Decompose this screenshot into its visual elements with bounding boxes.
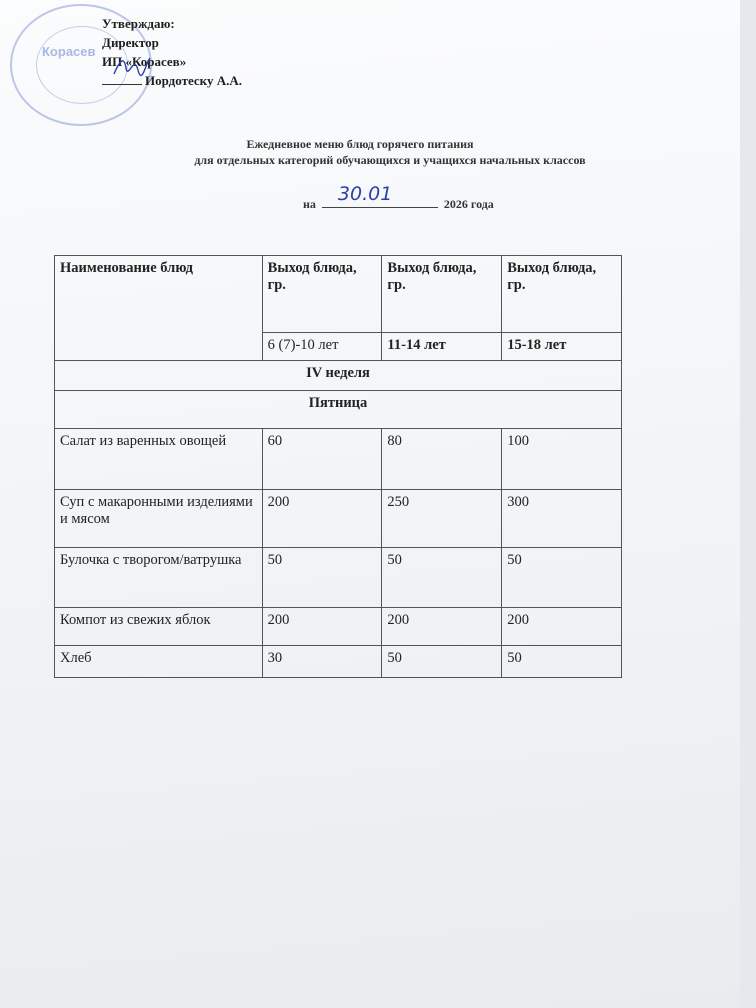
dish-output: 50 [382, 548, 502, 608]
dish-output: 300 [502, 490, 622, 548]
dish-output: 200 [262, 490, 382, 548]
header-output-1: Выход блюда, гр. [262, 256, 382, 333]
dish-name: Компот из свежих яблок [55, 608, 263, 646]
approval-name: Иордотеску А.А. [145, 73, 242, 88]
menu-title: Ежедневное меню блюд горячего питания [246, 137, 474, 151]
dish-output: 50 [502, 548, 622, 608]
week-label: IV неделя [55, 361, 622, 391]
dish-output: 200 [502, 608, 622, 646]
approval-position: Директор [102, 35, 159, 50]
dish-output: 80 [382, 429, 502, 490]
handwritten-signature [112, 50, 152, 80]
table-row [55, 429, 622, 490]
age-group-1: 6 (7)-10 лет [262, 333, 382, 361]
week-row [55, 361, 622, 391]
signature-blank [102, 84, 142, 85]
dish-output: 200 [262, 608, 382, 646]
date-line [303, 183, 494, 212]
dish-name: Салат из варенных овощей [55, 429, 263, 490]
dish-output: 50 [262, 548, 382, 608]
day-label: Пятница [55, 391, 622, 429]
dish-output: 200 [382, 608, 502, 646]
dish-name: Суп с макаронными изделиями и мясом [55, 490, 263, 548]
day-row [55, 391, 622, 429]
dish-output: 60 [262, 429, 382, 490]
date-year: 2026 года [443, 197, 494, 211]
table-row [55, 548, 622, 608]
menu-subtitle: для отдельных категорий обучающихся и учащихся начальных классов [194, 153, 586, 167]
header-output-2: Выход блюда, гр. [382, 256, 502, 333]
header-dish-name: Наименование блюд [55, 256, 263, 361]
table-row [55, 490, 622, 548]
background-edge [740, 0, 756, 1008]
dish-output: 250 [382, 490, 502, 548]
dish-output: 100 [502, 429, 622, 490]
age-group-2: 11-14 лет [382, 333, 502, 361]
stamp-text: Корасев [42, 44, 96, 59]
approval-company: ИП «Корасев» [102, 54, 187, 69]
age-group-3: 15-18 лет [502, 333, 622, 361]
table-row [55, 608, 622, 646]
dish-name: Хлеб [55, 646, 263, 678]
table-header-row [55, 256, 622, 333]
table-row [55, 646, 622, 678]
date-prefix: на [303, 197, 316, 211]
dish-output: 30 [262, 646, 382, 678]
dish-output: 50 [382, 646, 502, 678]
approval-heading: Утверждаю: [102, 16, 175, 31]
header-output-3: Выход блюда, гр. [502, 256, 622, 333]
handwritten-date: 30.01 [337, 183, 393, 205]
date-blank [322, 183, 438, 208]
dish-name: Булочка с творогом/ватрушка [55, 548, 263, 608]
menu-table [54, 255, 622, 678]
dish-output: 50 [502, 646, 622, 678]
